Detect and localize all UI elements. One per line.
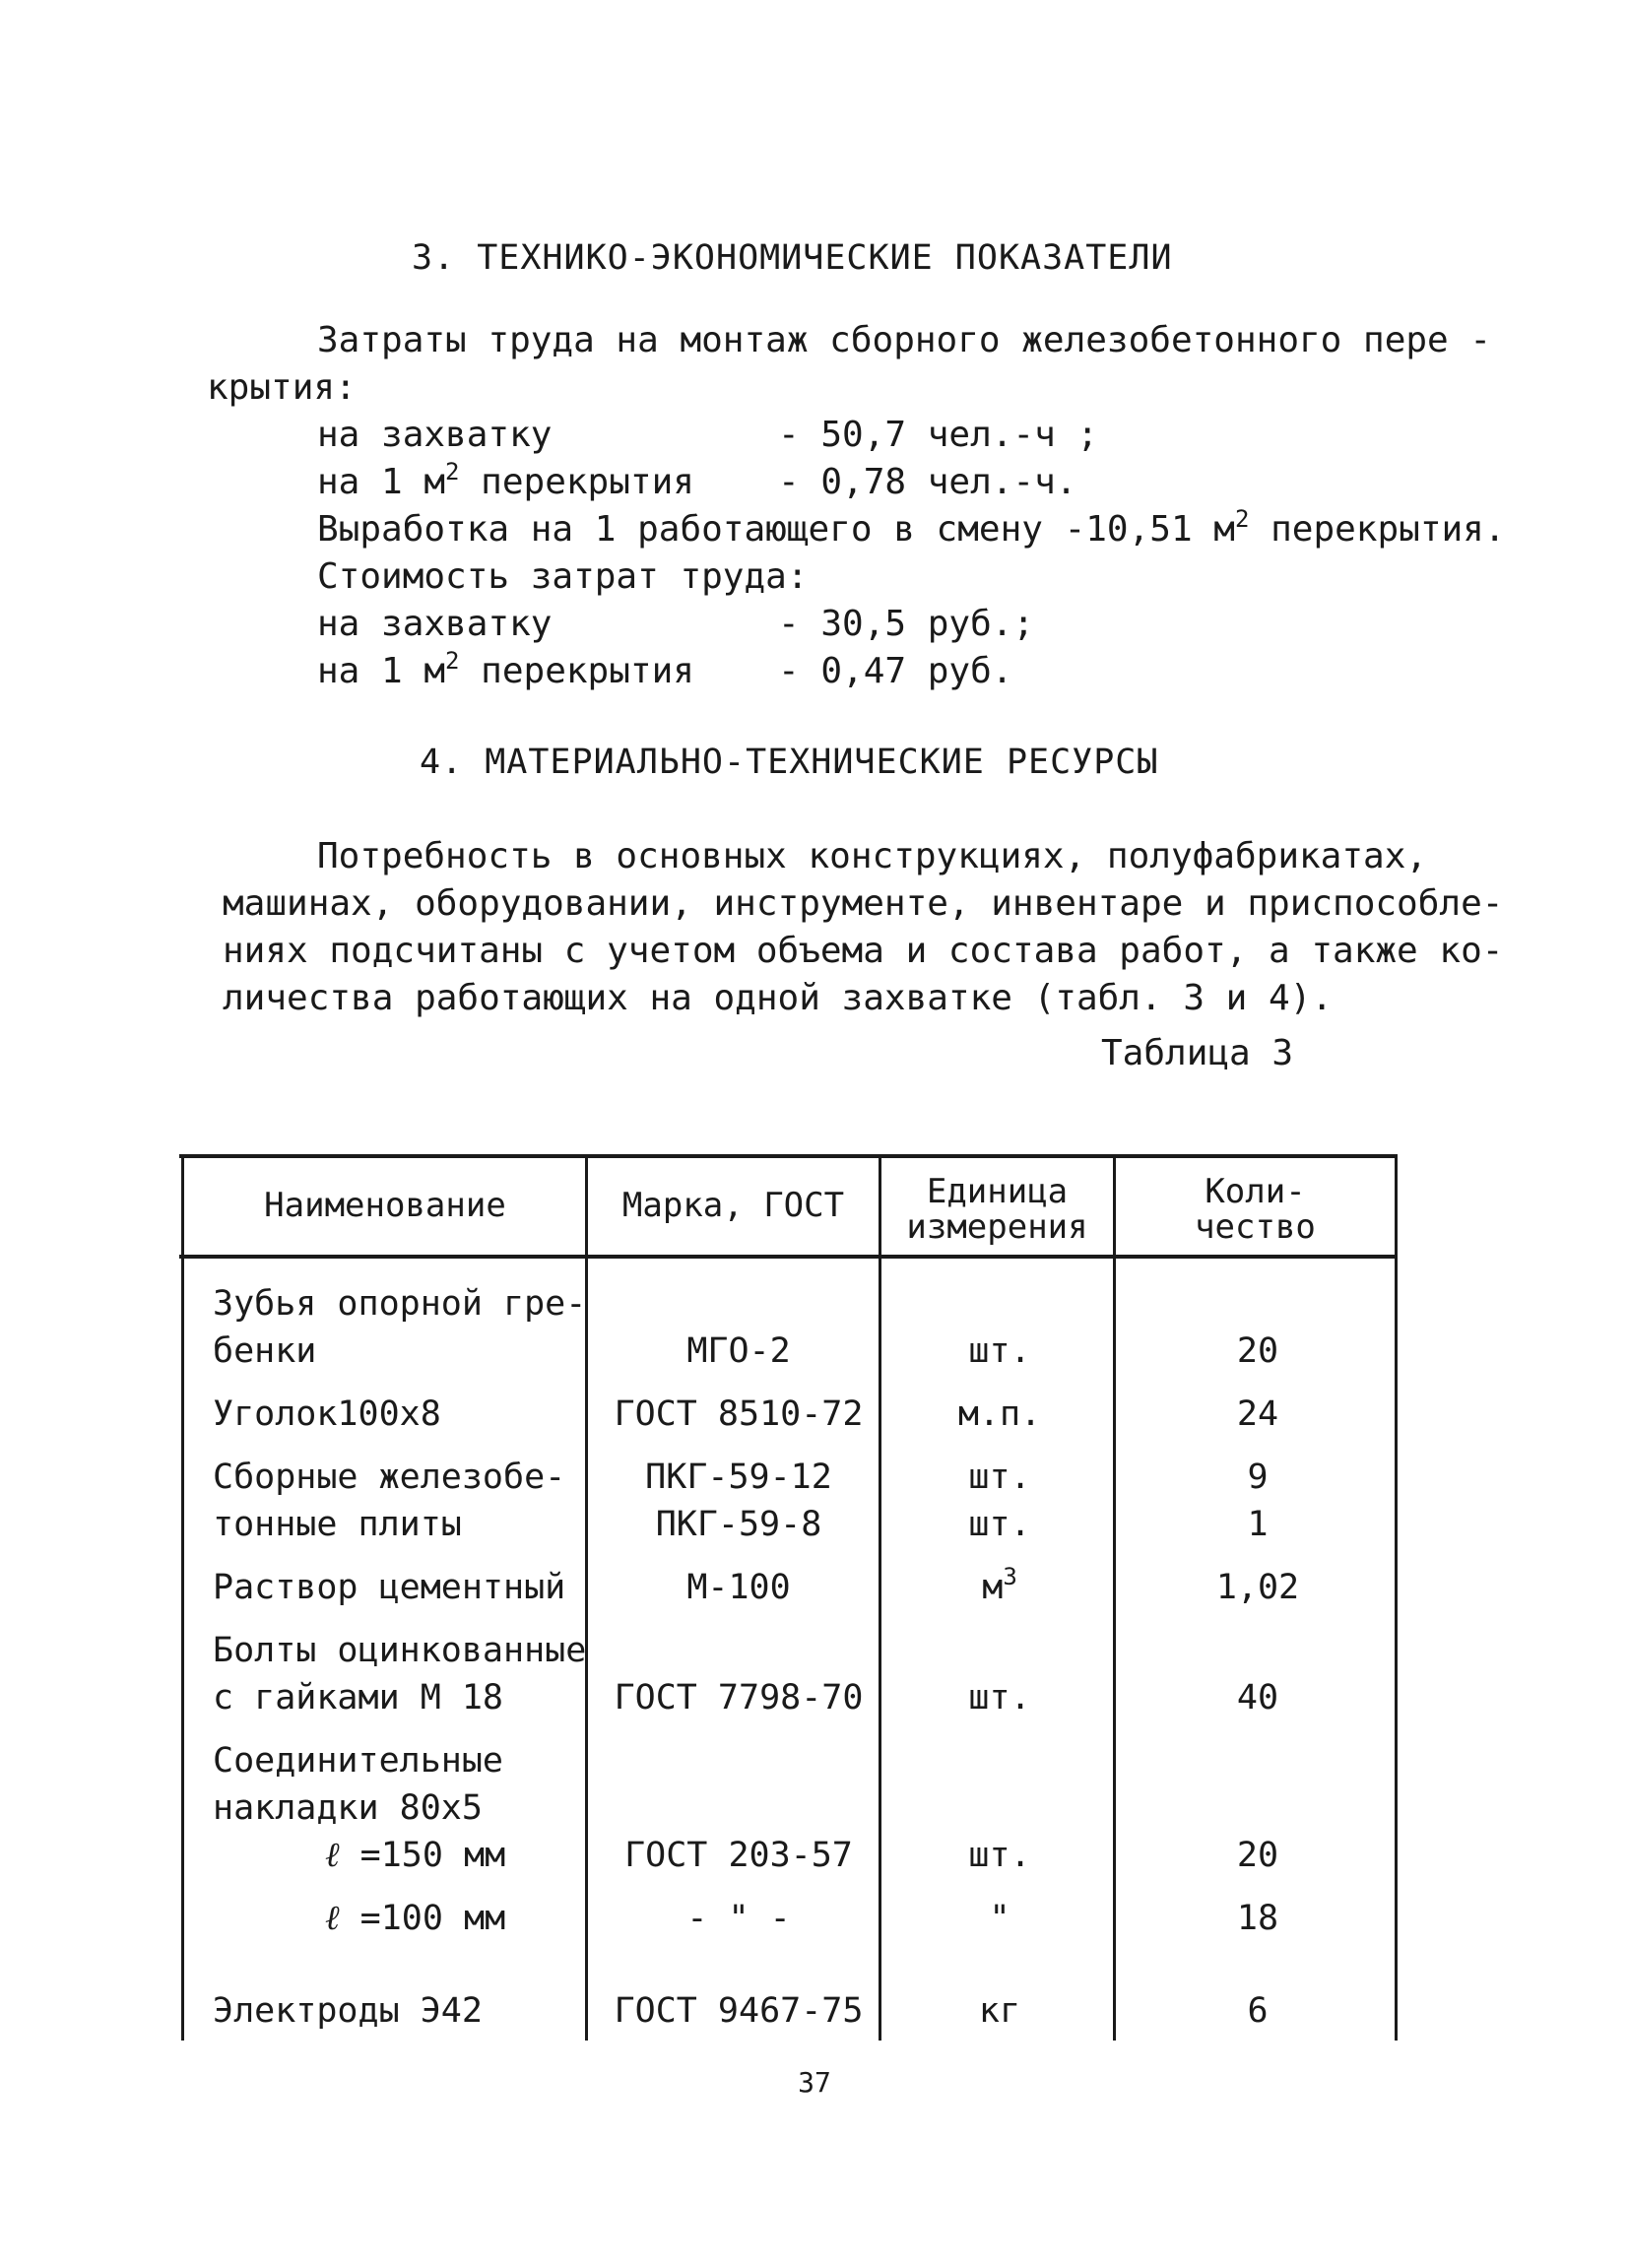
row-qty-2: 18 xyxy=(1236,1899,1279,1938)
row-unit: шт. xyxy=(968,1458,1031,1497)
row-subitem-length: ℓ =150 мм xyxy=(325,1836,506,1875)
row-name: Раствор цементный xyxy=(213,1568,566,1607)
row-qty: 9 xyxy=(1247,1458,1269,1497)
row-qty-2: 1 xyxy=(1247,1505,1269,1544)
row-mark-2: ПКГ-59-8 xyxy=(655,1505,822,1544)
row-name: Сборные железобе- xyxy=(213,1458,566,1497)
cost-title: Стоимость затрат труда: xyxy=(317,556,809,597)
row-unit: шт. xyxy=(968,1331,1031,1371)
section-3-heading: 3. ТЕХНИКО-ЭКОНОМИЧЕСКИЕ ПОКАЗАТЕЛИ xyxy=(412,238,1173,278)
labor-per-section-label: на захватку xyxy=(317,415,553,455)
resources-paragraph-line-4: личества работающих на одной захватке (табл. 3 и 4). xyxy=(223,978,1334,1018)
resources-paragraph-line-2: машинах, оборудовании, инструменте, инвентаре и приспособле- xyxy=(223,883,1504,924)
header-mark: Марка, ГОСТ xyxy=(621,1186,845,1225)
row-subitem-length-2: ℓ =100 мм xyxy=(325,1899,506,1938)
row-qty: 20 xyxy=(1236,1836,1279,1875)
row-qty: 40 xyxy=(1236,1678,1279,1717)
row-unit: $м^3$ xyxy=(982,1563,1017,1607)
labor-intro-line-1: Затраты труда на монтаж сборного железобетонного пере - xyxy=(317,320,1492,360)
row-mark: ГОСТ 203-57 xyxy=(624,1836,853,1875)
cost-per-m2-label: на 1 $м^2$ перекрытия xyxy=(317,647,694,691)
header-quantity: Коли- чество xyxy=(1195,1172,1316,1247)
row-unit: шт. xyxy=(968,1678,1031,1717)
table-header-border xyxy=(179,1255,1397,1259)
row-qty: 24 xyxy=(1236,1394,1279,1434)
header-name: Наименование xyxy=(264,1186,506,1225)
cost-per-m2-value: - 0,47 руб. xyxy=(778,651,1013,691)
row-name: Зубья опорной гре- xyxy=(213,1284,587,1324)
row-name-cont: тонные плиты xyxy=(213,1505,462,1544)
cost-per-section-label: на захватку xyxy=(317,604,553,644)
row-unit: кг xyxy=(978,1991,1021,2031)
row-mark: ГОСТ 7798-70 xyxy=(614,1678,864,1717)
row-qty: 20 xyxy=(1236,1331,1279,1371)
row-mark: ГОСТ 9467-75 xyxy=(614,1991,864,2031)
resources-paragraph-line-3: ниях подсчитаны с учетом объема и состава работ, а также ко- xyxy=(223,931,1504,971)
labor-per-m2-value: - 0,78 чел.-ч. xyxy=(778,462,1077,502)
row-unit-2: шт. xyxy=(968,1505,1031,1544)
row-mark: ПКГ-59-12 xyxy=(645,1458,832,1497)
row-name: Болты оцинкованные xyxy=(213,1631,587,1670)
row-qty: 6 xyxy=(1247,1991,1269,2031)
row-name-cont: бенки xyxy=(213,1331,317,1371)
row-unit: шт. xyxy=(968,1836,1031,1875)
row-mark: МГО-2 xyxy=(686,1331,791,1371)
section-4-heading: 4. МАТЕРИАЛЬНО-ТЕХНИЧЕСКИЕ РЕСУРСЫ xyxy=(420,743,1159,782)
cost-per-section-value: - 30,5 руб.; xyxy=(778,604,1035,644)
row-name-cont: накладки 80х5 xyxy=(213,1788,483,1828)
row-name-cont: с гайками М 18 xyxy=(213,1678,504,1717)
labor-per-section-value: - 50,7 чел.-ч ; xyxy=(778,415,1099,455)
row-name: Электроды Э42 xyxy=(213,1991,483,2031)
table-col-line-1 xyxy=(181,1154,184,2041)
row-qty: 1,02 xyxy=(1215,1568,1300,1607)
row-unit: м.п. xyxy=(957,1394,1042,1434)
row-mark: М-100 xyxy=(686,1568,791,1607)
row-unit-2: " xyxy=(989,1899,1010,1938)
row-mark: ГОСТ 8510-72 xyxy=(614,1394,864,1434)
row-name: Соединительные xyxy=(213,1741,504,1781)
output-per-worker: Выработка на 1 работающего в смену -10,51 $м^2$ перекрытия. xyxy=(317,505,1506,550)
table-top-border xyxy=(179,1154,1397,1158)
header-unit: Единица измерения xyxy=(906,1172,1088,1247)
row-mark-2: - " - xyxy=(686,1899,791,1938)
labor-per-m2-label: на 1 $м^2$ перекрытия xyxy=(317,458,694,502)
row-name: Уголок100х8 xyxy=(213,1394,441,1434)
table-caption: Таблица 3 xyxy=(1101,1033,1294,1073)
labor-intro-line-2: крытия: xyxy=(207,367,357,408)
page-number: 37 xyxy=(798,2066,831,2099)
resources-paragraph-line-1: Потребность в основных конструкциях, полуфабрикатах, xyxy=(317,836,1428,876)
